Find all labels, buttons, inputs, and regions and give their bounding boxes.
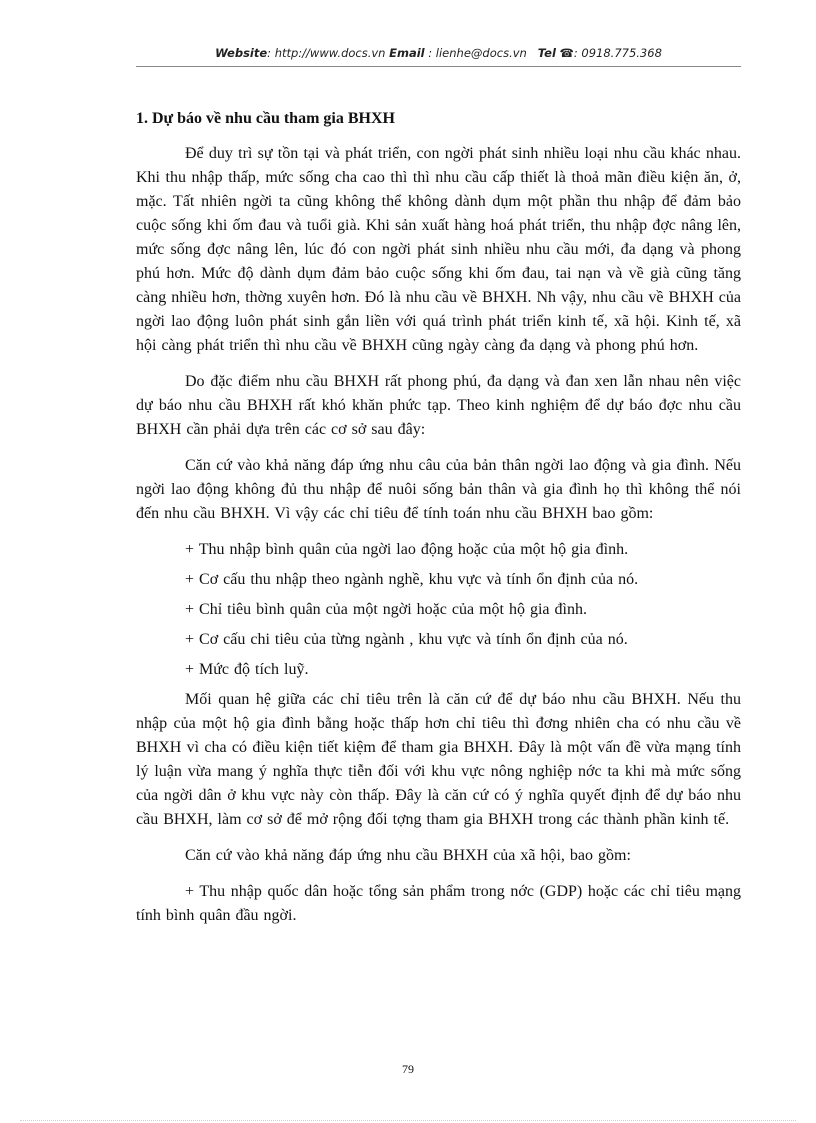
bullet-item-1: + Thu nhập bình quân của ngời lao động hoặc của một hộ gia đình. xyxy=(185,541,629,558)
phone-icon: ☎ xyxy=(559,46,574,60)
paragraph-5: Căn cứ vào khả năng đáp ứng nhu cầu BHXH của xã hội, bao gồm: xyxy=(185,847,631,864)
header-divider xyxy=(136,66,741,67)
email-value[interactable]: : lienhe@docs.vn xyxy=(424,46,527,60)
page-number: 79 xyxy=(402,1062,414,1076)
bullet-item-3: + Chỉ tiêu bình quân của một ngời hoặc của một hộ gia đình. xyxy=(185,601,587,618)
bullet-item-4: + Cơ cấu chi tiêu của từng ngành , khu vực và tính ổn định của nó. xyxy=(185,631,628,648)
bullet-item-2: + Cơ cấu thu nhập theo ngành nghề, khu vực và tính ổn định của nó. xyxy=(185,571,639,588)
tel-label: Tel xyxy=(537,46,556,60)
bullet-item-5: + Mức độ tích luỹ. xyxy=(185,661,309,678)
paragraph-1: Để duy trì sự tồn tại và phát triển, con ngời phát sinh nhiều loại nhu cầu khác nhau. Khi thu nhập thấp, mức sống cha cao thì thì nhu cầu cấp thiết là thoả mãn điều kiện ăn, ở, mặc. Tất nhiên ngời ta cũng không thể không dành dụm một phần thu nhập để đảm bảo cuộc sống khi ốm đau và tuổi già. Khi sản xuất hàng hoá phát triển, thu nhập đợc nâng lên, mức sống đợc nâng lên, lúc đó con ngời phát sinh nhiều nhu cầu mới, đa dạng và phong phú hơn. Mức độ dành dụm đảm bảo cuộc sống khi ốm đau, tai nạn và về già cũng tăng càng nhiều hơn, thờng xuyên hơn. Đó là nhu cầu về BHXH. Nh vậy, nhu cầu về BHXH của ngời lao động luôn phát sinh gắn liền với quá trình phát triển kinh tế, xã hội. Kinh tế, xã hội càng phát triển thì nhu cầu về BHXH cũng ngày càng đa dạng và phong phú hơn. xyxy=(136,145,741,354)
paragraph-2: Do đặc điểm nhu cầu BHXH rất phong phú, đa dạng và đan xen lẫn nhau nên việc dự báo nhu cầu BHXH rất khó khăn phức tạp. Theo kinh nghiệm để dự báo đợc nhu cầu BHXH cần phải dựa trên các cơ sở sau đây: xyxy=(136,373,741,438)
paragraph-3: Căn cứ vào khả năng đáp ứng nhu câu của bản thân ngời lao động và gia đình. Nếu ngời lao động không đủ thu nhập để nuôi sống bản thân và gia đình họ thì không thể nói đến nhu cầu BHXH. Vì vậy các chỉ tiêu để tính toán nhu cầu BHXH bao gồm: xyxy=(136,457,741,522)
page-bottom-border xyxy=(20,1120,796,1121)
paragraph-6: + Thu nhập quốc dân hoặc tổng sản phẩm trong nớc (GDP) hoặc các chỉ tiêu mạng tính bình quân đầu ngời. xyxy=(136,883,741,924)
website-value[interactable]: : http://www.docs.vn xyxy=(267,46,386,60)
page-header xyxy=(136,46,741,60)
tel-value: : 0918.775.368 xyxy=(573,46,662,60)
website-label: Website xyxy=(215,46,268,60)
email-label: Email xyxy=(389,46,425,60)
section-title: 1. Dự báo về nhu cầu tham gia BHXH xyxy=(136,110,395,127)
document-body xyxy=(136,108,741,940)
paragraph-4: Mối quan hệ giữa các chỉ tiêu trên là căn cứ để dự báo nhu cầu BHXH. Nếu thu nhập của một hộ gia đình bằng hoặc thấp hơn chỉ tiêu thì đơng nhiên cha có nhu cầu về BHXH vì cha có điều kiện tiết kiệm để tham gia BHXH. Đây là một vấn đề vừa mạng tính lý luận vừa mang ý nghĩa thực tiễn đối với khu vực nông nghiệp nớc ta khi mà mức sống của ngời dân ở khu vực này còn thấp. Đây là căn cứ có ý nghĩa quyết định để dự báo nhu cầu BHXH, làm cơ sở để mở rộng đối tợng tham gia BHXH trong các thành phần kinh tế. xyxy=(136,691,741,828)
